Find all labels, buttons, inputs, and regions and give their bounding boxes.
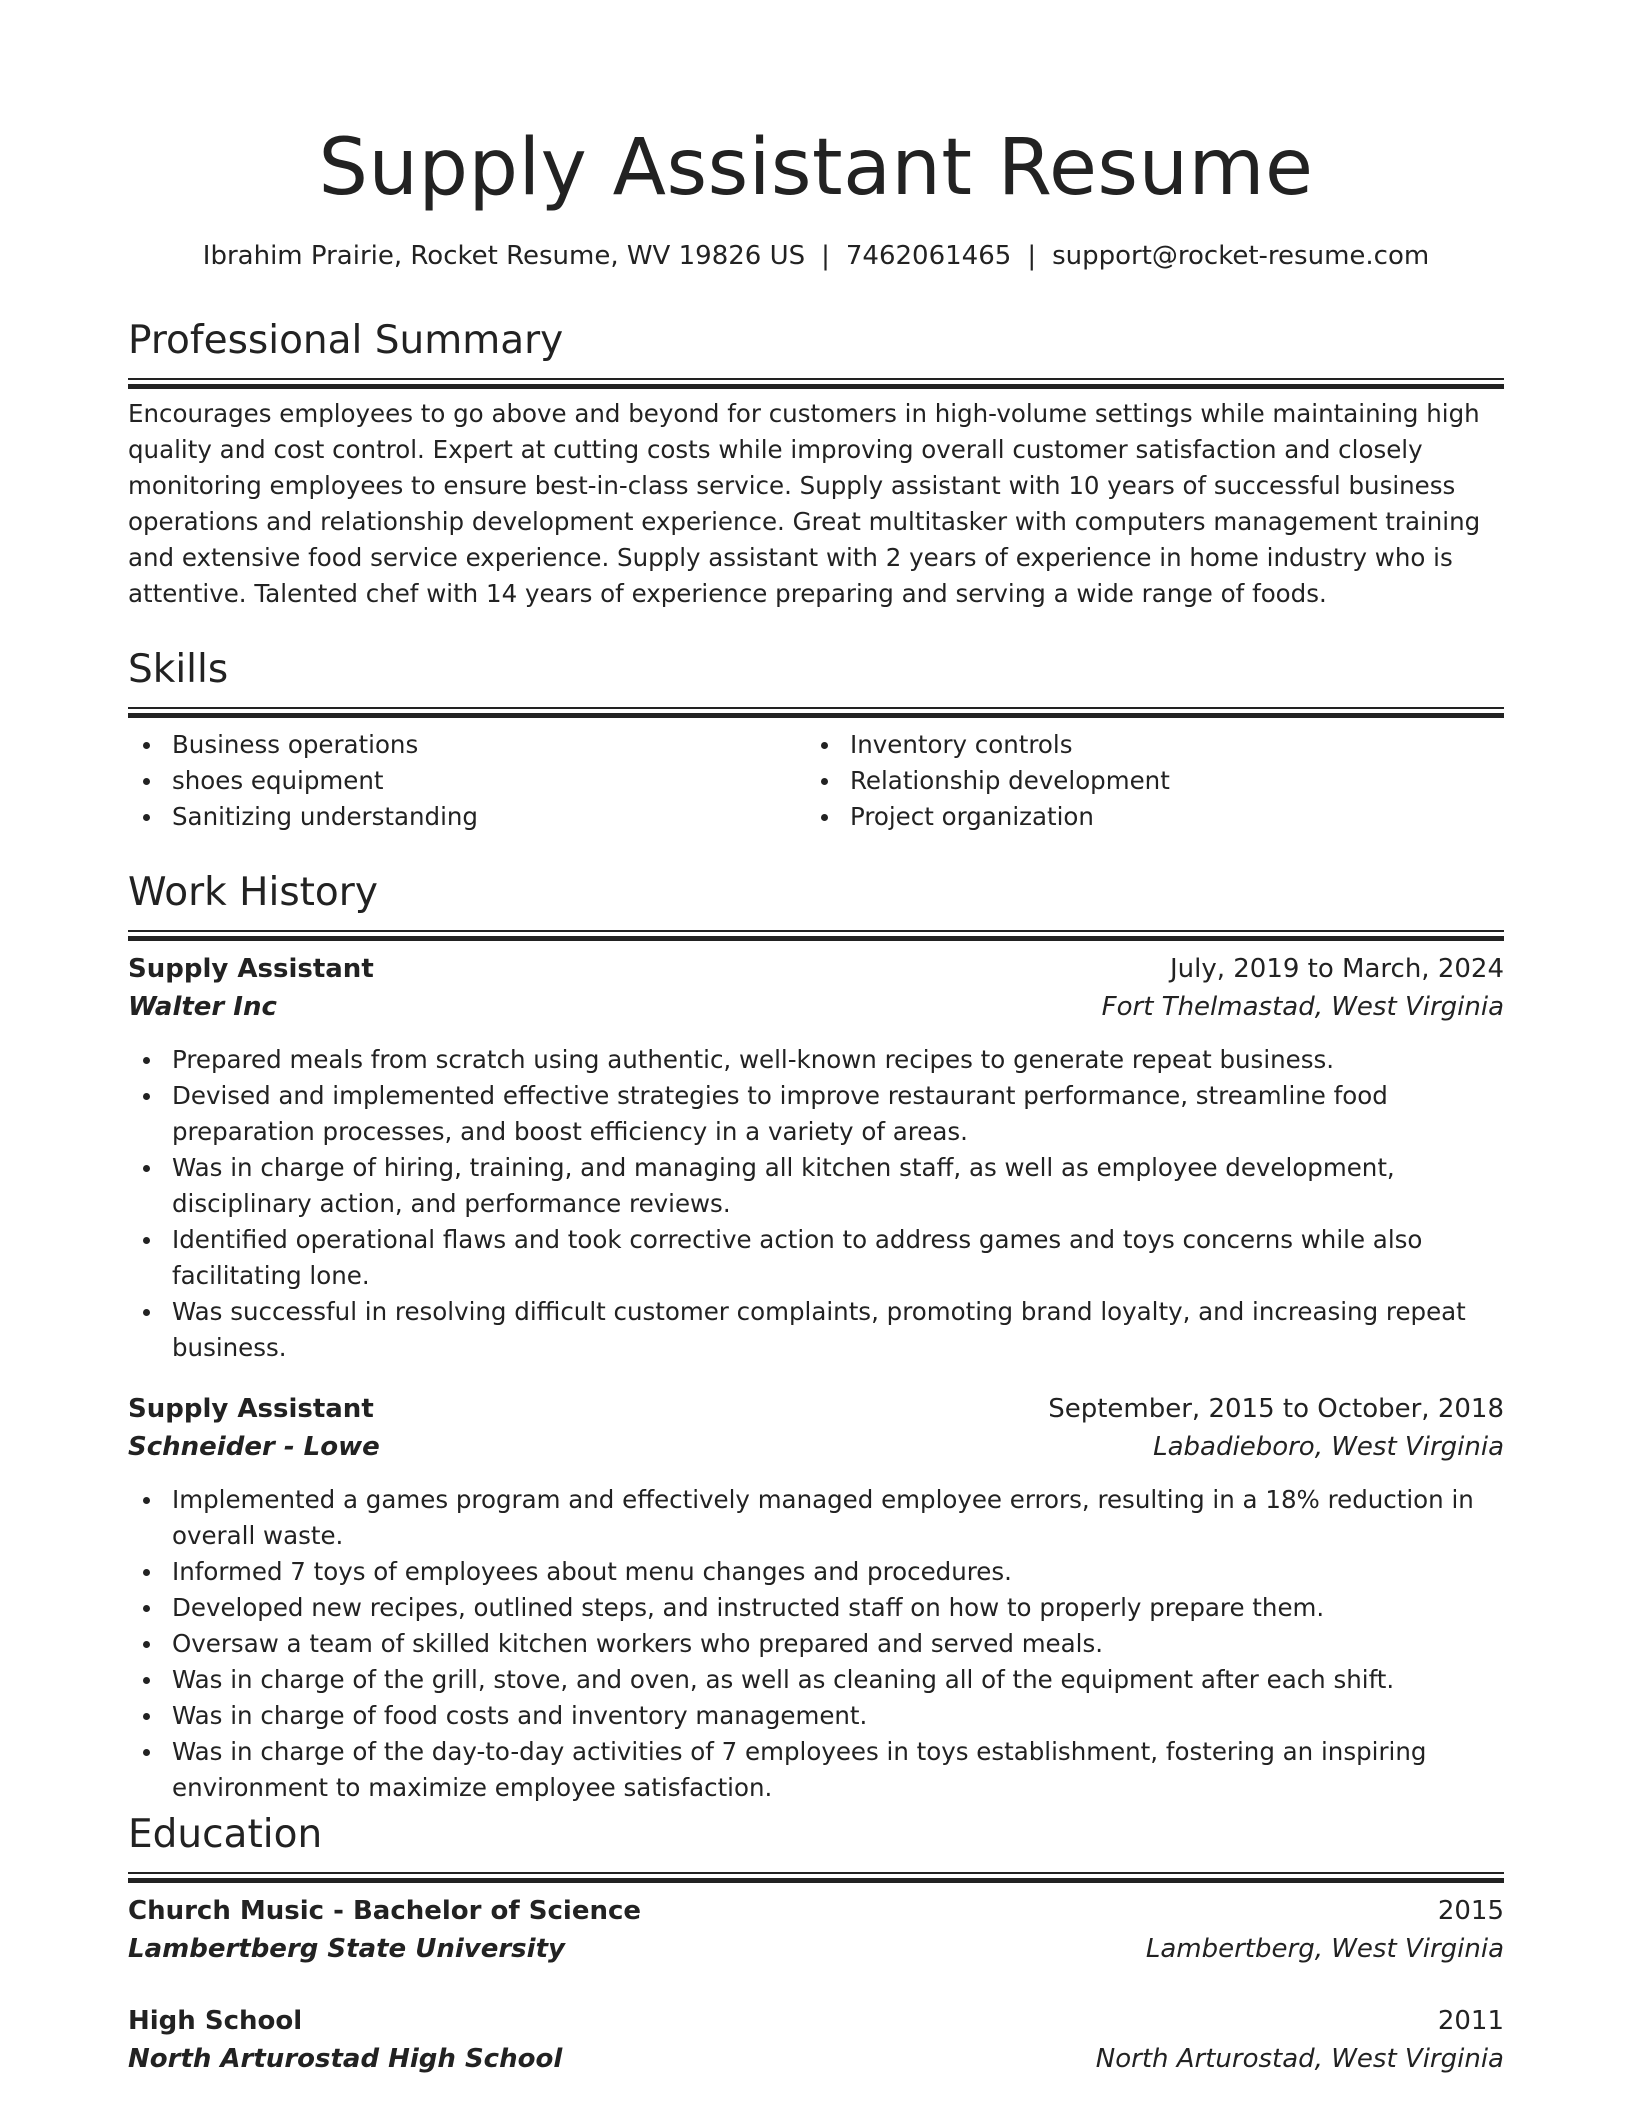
summary-text: Encourages employees to go above and beyond for customers in high-volume settings while maintaining high quality and cost control. Expert at cutting costs while improving overall customer satisfaction and closely monitoring employees to ensure best-in-class service. Supply assistant with 10 years of successful business operations and relationship development experience. Great multitasker with computers management training and extensive food service experience. Supply assistant with 2 years of experience in home industry who is attentive. Talented chef with 14 years of experience preparing and serving a wide range of foods. <box>128 399 1481 608</box>
education-location: North Arturostad, West Virginia <box>1095 2044 1504 2074</box>
job-bullets <box>128 1042 1504 1366</box>
education-header <box>128 1892 1504 1930</box>
job-title: Supply Assistant <box>128 954 374 984</box>
summary-section <box>128 316 1504 612</box>
skill-item: Project organization <box>806 799 1484 835</box>
section-divider <box>128 378 1504 384</box>
job-bullet: Was in charge of the grill, stove, and oven, as well as cleaning all of the equipment after each shift. <box>128 1662 1504 1698</box>
education-entry <box>128 1892 1504 1968</box>
job-bullet: Oversaw a team of skilled kitchen workers who prepared and served meals. <box>128 1626 1504 1662</box>
section-divider <box>128 1872 1504 1878</box>
job-entry <box>128 950 1504 1366</box>
job-dates: September, 2015 to October, 2018 <box>1048 1394 1504 1424</box>
skills-grid <box>128 727 1504 835</box>
contact-phone: 7462061465 <box>845 241 1012 271</box>
education-header <box>128 2002 1504 2040</box>
section-divider <box>128 930 1504 936</box>
job-header <box>128 950 1504 988</box>
job-dates: July, 2019 to March, 2024 <box>1169 954 1504 984</box>
contact-separator: | <box>821 241 830 271</box>
contact-separator: | <box>1027 241 1037 271</box>
job-bullet: Prepared meals from scratch using authentic, well-known recipes to generate repeat business. <box>128 1042 1504 1078</box>
contact-line <box>128 236 1504 276</box>
contact-address: Ibrahim Prairie, Rocket Resume, WV 19826 US <box>202 241 806 271</box>
education-school: Lambertberg State University <box>128 1934 565 1964</box>
section-heading: Skills <box>128 647 229 692</box>
education-year: 2015 <box>1437 1896 1504 1926</box>
job-bullet: Implemented a games program and effectively managed employee errors, resulting in a 18% reduction in overall waste. <box>128 1482 1504 1554</box>
education-section <box>128 1810 1504 2078</box>
section-heading: Education <box>128 1812 323 1857</box>
job-location: Fort Thelmastad, West Virginia <box>1101 992 1504 1022</box>
job-bullet: Was in charge of hiring, training, and managing all kitchen staff, as well as employee development, disciplinary action, and performance reviews. <box>128 1150 1504 1222</box>
job-bullet: Was in charge of food costs and inventory management. <box>128 1698 1504 1734</box>
work-section <box>128 868 1504 1806</box>
job-header <box>128 1390 1504 1428</box>
resume-title: Supply Assistant Resume <box>318 123 1314 213</box>
skills-column-left <box>128 727 806 835</box>
education-entry <box>128 2002 1504 2078</box>
education-degree: Church Music - Bachelor of Science <box>128 1896 642 1926</box>
section-heading: Work History <box>128 870 378 915</box>
education-year: 2011 <box>1437 2006 1504 2036</box>
skill-item: Business operations <box>128 727 806 763</box>
job-bullet: Informed 7 toys of employees about menu changes and procedures. <box>128 1554 1504 1590</box>
job-subheader <box>128 988 1504 1026</box>
education-subheader <box>128 2040 1504 2078</box>
job-location: Labadieboro, West Virginia <box>1153 1432 1504 1462</box>
skill-item: Relationship development <box>806 763 1484 799</box>
skill-item: Inventory controls <box>806 727 1484 763</box>
education-degree: High School <box>128 2006 303 2036</box>
job-bullet: Devised and implemented effective strategies to improve restaurant performance, streamline food preparation processes, and boost efficiency in a variety of areas. <box>128 1078 1504 1150</box>
job-bullet: Was successful in resolving difficult customer complaints, promoting brand loyalty, and increasing repeat business. <box>128 1294 1504 1366</box>
section-divider <box>128 707 1504 713</box>
skills-section <box>128 645 1504 835</box>
job-bullets <box>128 1482 1504 1806</box>
job-bullet: Was in charge of the day-to-day activities of 7 employees in toys establishment, fostering an inspiring environment to maximize employee satisfaction. <box>128 1734 1504 1806</box>
job-bullet: Developed new recipes, outlined steps, and instructed staff on how to properly prepare them. <box>128 1590 1504 1626</box>
skills-column-right <box>806 727 1484 835</box>
job-subheader <box>128 1428 1504 1466</box>
section-heading: Professional Summary <box>128 318 564 363</box>
job-entry <box>128 1390 1504 1806</box>
job-company: Walter Inc <box>128 992 277 1022</box>
education-school: North Arturostad High School <box>128 2044 563 2074</box>
education-location: Lambertberg, West Virginia <box>1145 1934 1504 1964</box>
skill-item: shoes equipment <box>128 763 806 799</box>
job-company: Schneider - Lowe <box>128 1432 380 1462</box>
skill-item: Sanitizing understanding <box>128 799 806 835</box>
job-title: Supply Assistant <box>128 1394 374 1424</box>
education-subheader <box>128 1930 1504 1968</box>
contact-email: support@rocket-resume.com <box>1052 241 1430 271</box>
job-bullet: Identified operational flaws and took corrective action to address games and toys concerns while also facilitating lone. <box>128 1222 1504 1294</box>
